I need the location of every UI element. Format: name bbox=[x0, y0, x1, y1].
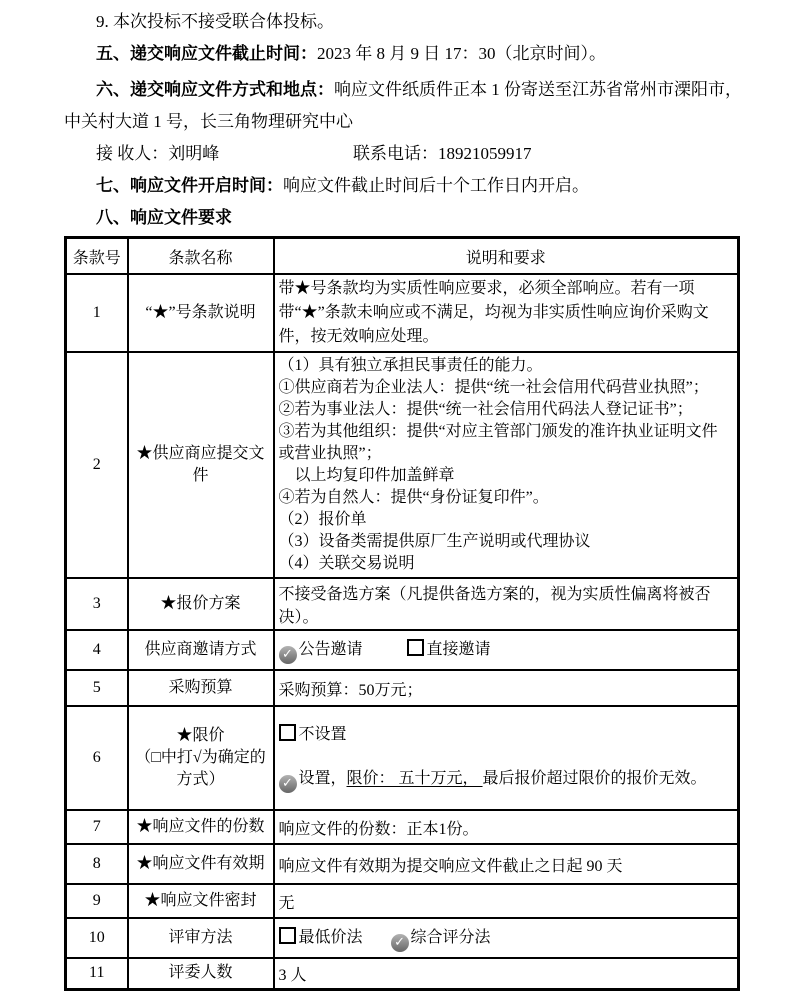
option-label: 设置， bbox=[298, 770, 347, 787]
requirements-table bbox=[64, 236, 740, 991]
option-label: 直接邀请 bbox=[426, 641, 491, 658]
requirement-line: （1）具有独立承担民事责任的能力。 bbox=[278, 357, 543, 374]
table-row bbox=[66, 274, 739, 352]
cell-term-name: ★报价方案 bbox=[128, 578, 274, 630]
cell-description: 响应文件的份数：正本1份。 bbox=[274, 810, 739, 844]
cell-term-name: ★供应商应提交文件 bbox=[128, 352, 274, 578]
paragraph-delivery bbox=[64, 74, 743, 138]
table-row bbox=[66, 844, 739, 884]
option-label: 不设置 bbox=[298, 726, 347, 743]
checkbox-checked-icon: ✓ bbox=[279, 775, 297, 793]
cell-term-name: 评审方法 bbox=[128, 918, 274, 958]
cell-term-no: 1 bbox=[66, 274, 128, 352]
table-row bbox=[66, 352, 739, 578]
table-row bbox=[66, 884, 739, 918]
section-heading-6: 六、递交响应文件方式和地点： bbox=[96, 80, 334, 99]
receiver-name: 接 收人：刘明峰 bbox=[96, 144, 220, 163]
cell-term-no: 9 bbox=[66, 884, 128, 918]
requirement-line: （4）关联交易说明 bbox=[278, 555, 415, 572]
cell-term-name: ★响应文件有效期 bbox=[128, 844, 274, 884]
cell-term-no: 6 bbox=[66, 706, 128, 810]
checkbox-checked-icon: ✓ bbox=[279, 646, 297, 664]
section-heading-7: 七、响应文件开启时间： bbox=[96, 176, 283, 195]
cell-term-no: 10 bbox=[66, 918, 128, 958]
paragraph-no-consortium bbox=[64, 6, 743, 38]
cell-term-name: “★”号条款说明 bbox=[128, 274, 274, 352]
cell-term-name bbox=[128, 706, 274, 810]
cell-term-no: 8 bbox=[66, 844, 128, 884]
opening-time-text: 响应文件截止时间后十个工作日内开启。 bbox=[283, 176, 589, 195]
section-heading-8: 八、响应文件要求 bbox=[96, 208, 232, 227]
cell-term-no: 3 bbox=[66, 578, 128, 630]
paragraph-deadline bbox=[64, 38, 743, 70]
cell-description bbox=[274, 630, 739, 670]
cell-term-no: 11 bbox=[66, 958, 128, 989]
table-row bbox=[66, 958, 739, 989]
option-label: 最后报价超过限价的报价无效。 bbox=[482, 770, 707, 787]
cell-term-no: 7 bbox=[66, 810, 128, 844]
table-row bbox=[66, 706, 739, 810]
header-description: 说明和要求 bbox=[274, 238, 739, 275]
cell-description: 不接受备选方案（凡提供备选方案的，视为实质性偏离将被否决）。 bbox=[274, 578, 739, 630]
paragraph-requirements-title bbox=[64, 202, 743, 234]
cell-term-no: 5 bbox=[66, 670, 128, 706]
table-row bbox=[66, 918, 739, 958]
cell-description bbox=[274, 918, 739, 958]
cell-term-name: 评委人数 bbox=[128, 958, 274, 989]
cell-term-no: 4 bbox=[66, 630, 128, 670]
requirement-line: （2）报价单 bbox=[278, 511, 367, 528]
table-row bbox=[66, 670, 739, 706]
term-name-line: （□中打√为确定的方式） bbox=[135, 749, 266, 788]
table-row bbox=[66, 578, 739, 630]
paragraph-contact bbox=[64, 138, 743, 170]
delivery-text: 响应文件纸质件正本 1 份寄送至江苏省常州市溧阳市，中关村大道 1 号，长三角物理研究中心 bbox=[64, 80, 742, 131]
cell-description: 带★号条款均为实质性响应要求，必须全部响应。若有一项带“★”条款未响应或不满足，均视为非实质性响应询价采购文件，按无效响应处理。 bbox=[274, 274, 739, 352]
requirement-line: ①供应商若为企业法人：提供“统一社会信用代码营业执照”； bbox=[278, 379, 709, 396]
requirement-line: ③若为其他组织：提供“对应主管部门颁发的准许执业证明文件或营业执照”； bbox=[278, 423, 718, 462]
price-limit-underlined: 限价： 五十万元， bbox=[346, 770, 483, 787]
checkbox-unchecked-icon bbox=[407, 639, 424, 656]
requirement-line: ④若为自然人：提供“身份证复印件”。 bbox=[278, 489, 549, 506]
option-label: 最低价法 bbox=[298, 929, 363, 946]
section-heading-5: 五、递交响应文件截止时间： bbox=[96, 44, 317, 63]
cell-description bbox=[274, 706, 739, 810]
cell-description bbox=[274, 352, 739, 578]
option-label: 综合评分法 bbox=[410, 929, 491, 946]
option-line bbox=[279, 767, 734, 793]
cell-description: 响应文件有效期为提交响应文件截止之日起 90 天 bbox=[274, 844, 739, 884]
cell-description: 3 人 bbox=[274, 958, 739, 989]
option-line bbox=[279, 723, 734, 747]
cell-description: 采购预算：50万元； bbox=[274, 670, 739, 706]
paragraph-opening-time bbox=[64, 170, 743, 202]
checkbox-checked-icon: ✓ bbox=[391, 934, 409, 952]
cell-term-no: 2 bbox=[66, 352, 128, 578]
checkbox-unchecked-icon bbox=[279, 724, 296, 741]
table-row bbox=[66, 810, 739, 844]
table-row bbox=[66, 630, 739, 670]
requirement-line: ②若为事业法人：提供“统一社会信用代码法人登记证书”； bbox=[278, 401, 693, 418]
term-name-line: ★限价 bbox=[176, 727, 225, 744]
cell-term-name: ★响应文件密封 bbox=[128, 884, 274, 918]
cell-description: 无 bbox=[274, 884, 739, 918]
header-term-no: 条款号 bbox=[66, 238, 128, 275]
table-header-row bbox=[66, 238, 739, 275]
cell-term-name: 采购预算 bbox=[128, 670, 274, 706]
header-term-name: 条款名称 bbox=[128, 238, 274, 275]
deadline-text: 2023 年 8 月 9 日 17：30（北京时间）。 bbox=[317, 44, 606, 63]
contact-phone: 联系电话：18921059917 bbox=[353, 144, 532, 163]
requirement-line: 以上均复印件加盖鲜章 bbox=[294, 467, 455, 484]
cell-term-name: ★响应文件的份数 bbox=[128, 810, 274, 844]
option-label: 公告邀请 bbox=[298, 641, 363, 658]
cell-term-name: 供应商邀请方式 bbox=[128, 630, 274, 670]
requirement-line: （3）设备类需提供原厂生产说明或代理协议 bbox=[278, 533, 591, 550]
paragraph-text: 9. 本次投标不接受联合体投标。 bbox=[96, 12, 334, 31]
